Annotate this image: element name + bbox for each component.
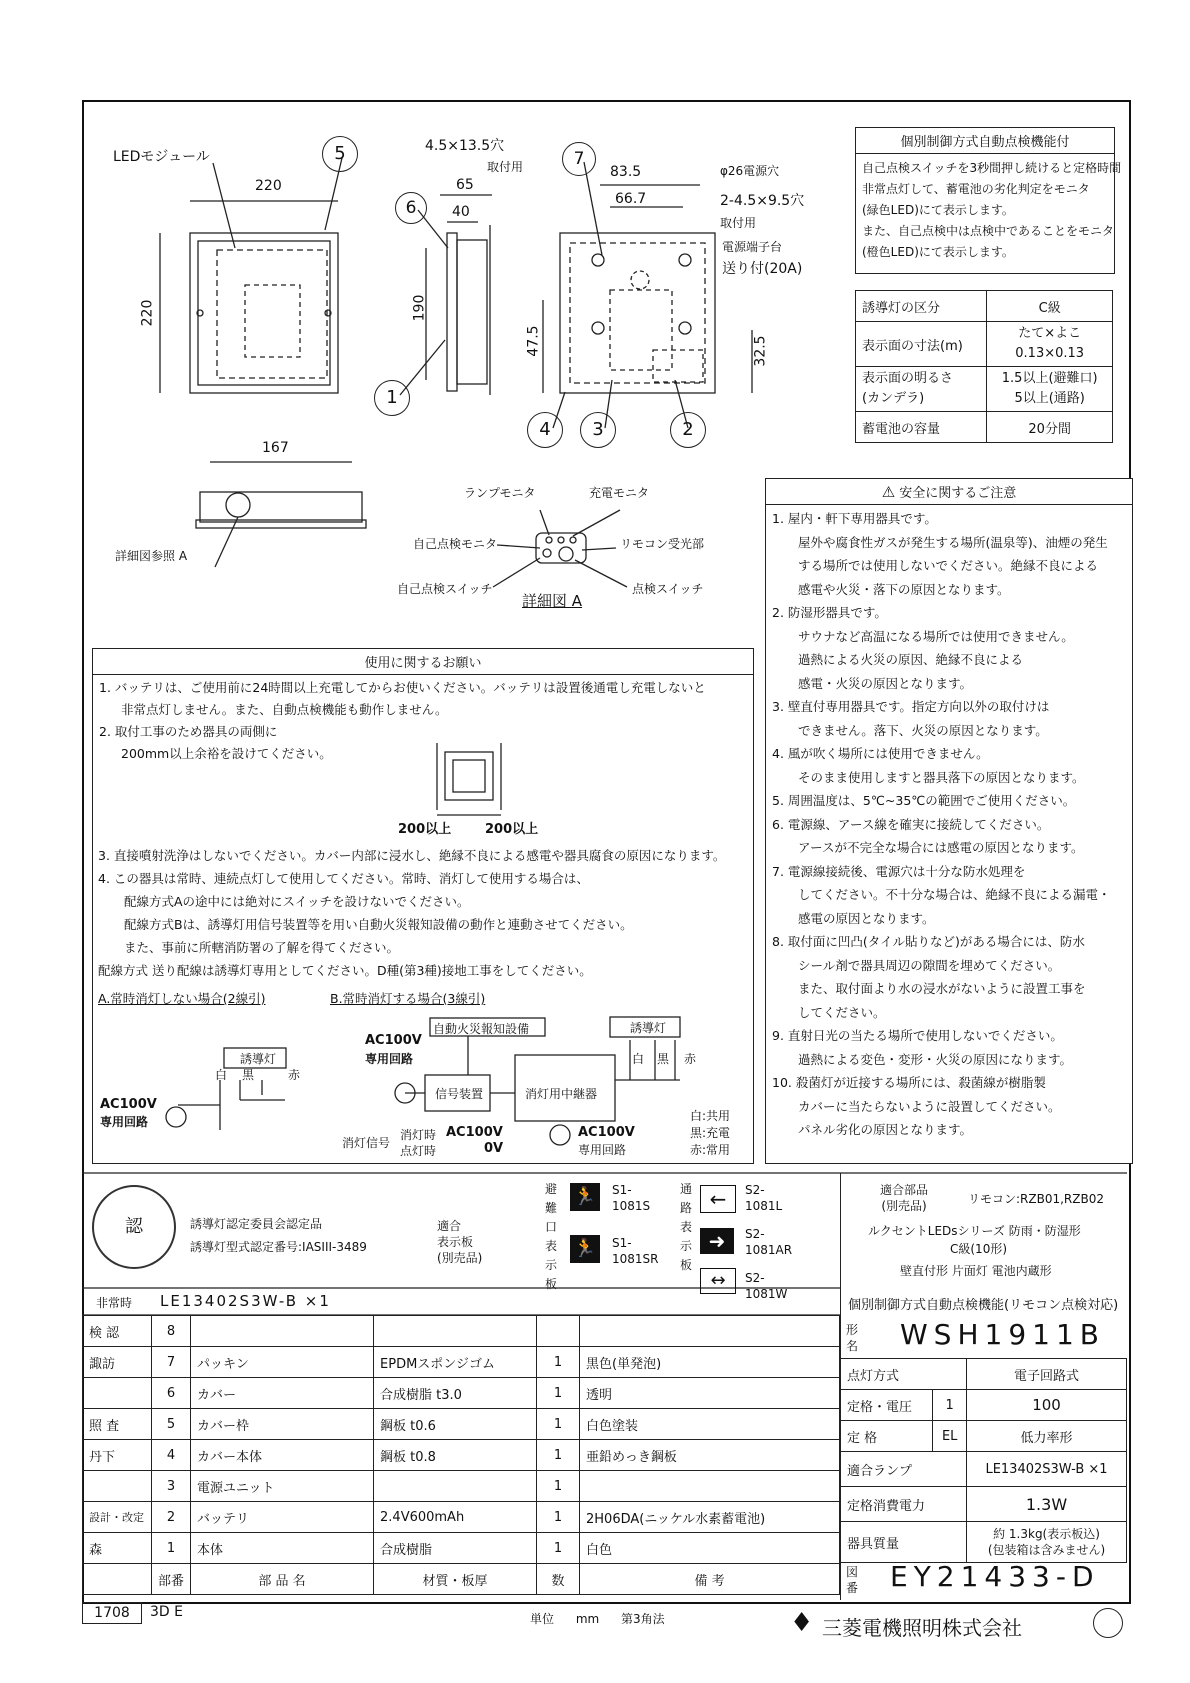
self-monitor-label: 自己点検モニタ	[413, 537, 498, 551]
role-cell: 設計・改定	[83, 1502, 152, 1533]
model-number: WSH1911B	[900, 1318, 1105, 1351]
callout-2: 2	[670, 412, 706, 448]
series-label: ルクセントLEDsシリーズ 防雨・防湿形	[868, 1224, 1081, 1238]
wa-ac: AC100V	[100, 1097, 157, 1112]
part-material: 鋼板 t0.8	[374, 1440, 537, 1471]
spec-value: 1.5以上(避難口) 5以上(通路)	[987, 367, 1113, 412]
remote-models: リモコン:RZB01,RZB02	[968, 1192, 1104, 1206]
safety-line: 感電や火災・落下の原因となります。	[798, 581, 1010, 597]
safety-line: そのまま使用しますと器具落下の原因となります。	[798, 769, 1085, 785]
part-qty: 1	[537, 1347, 580, 1378]
feature-title: 個別制御方式自動点検機能付	[856, 128, 1114, 154]
spec-value: LE13402S3W-B ×1	[967, 1452, 1127, 1487]
side-width-dim-1: 65	[456, 177, 474, 193]
feature-line: 非常点灯して、蓄電池の劣化判定をモニタ	[862, 182, 1090, 196]
hole2-sub-label: 取付用	[720, 216, 757, 230]
wb-on-time: 点灯時	[400, 1144, 437, 1158]
usage-lines-b	[98, 844, 725, 982]
usage-line: 1. バッテリは、ご使用前に24時間以上充電してからお使いください。バッテリは設置後通電し充電しないと	[99, 680, 706, 695]
safety-line: 4. 風が吹く場所には使用できません。	[772, 746, 989, 761]
electrical-spec-table	[840, 1358, 1127, 1563]
drawing-no-label: 図番	[846, 1565, 859, 1595]
wa-lamp: 誘導灯	[240, 1052, 277, 1066]
part-material	[374, 1316, 537, 1347]
sign-code: S2- 1081AR	[745, 1227, 793, 1257]
detail-ref-label: 詳細図参照 A	[115, 549, 188, 563]
spec-key: 適合ランプ	[841, 1452, 967, 1487]
wb-v1: AC100V	[446, 1125, 503, 1140]
spec-value: 約 1.3kg(表示板込) (包装箱は含みません)	[967, 1522, 1127, 1563]
safety-box	[765, 478, 1133, 1164]
unit-label: 単位 mm 第3角法	[530, 1612, 665, 1626]
safety-line: 7. 電源線接続後、電源穴は十分な防水処理を	[772, 863, 1026, 879]
part-name: バッテリ	[191, 1502, 374, 1533]
back-height-dim-2: 32.5	[752, 335, 769, 367]
spec-key: 定格・電圧	[841, 1390, 933, 1421]
cert-line-1: 誘導灯認定委員会認定品	[190, 1217, 323, 1231]
wa-white: 白	[215, 1068, 228, 1082]
back-height-dim-1: 47.5	[525, 325, 542, 357]
role-cell: 諏訪	[83, 1347, 152, 1378]
part-note	[580, 1471, 840, 1502]
safety-line: 過熱による変色・変形・火災の原因になります。	[798, 1051, 1073, 1067]
spec-value: 100	[967, 1390, 1127, 1421]
part-name: パッキン	[191, 1347, 374, 1378]
wb-circuit: 専用回路	[365, 1052, 414, 1066]
part-no: 2	[152, 1502, 191, 1533]
part-name: カバー	[191, 1378, 374, 1409]
part-qty: 1	[537, 1409, 580, 1440]
side-height-dim: 190	[411, 294, 428, 322]
wa-circuit: 専用回路	[100, 1115, 149, 1129]
cert-line-2: 誘導灯型式認定番号:IASIII-3489	[190, 1240, 367, 1254]
emergency-value: LE13402S3W-B ×1	[160, 1292, 331, 1310]
spec-value: 20分間	[987, 412, 1113, 443]
part-no: 4	[152, 1440, 191, 1471]
part-name: 本体	[191, 1533, 374, 1564]
callout-3: 3	[580, 412, 616, 448]
safety-line: 8. 取付面に凹凸(タイル貼りなど)がある場合には、防水	[772, 934, 1085, 949]
safety-line: アースが不完全な場合には感電の原因となります。	[798, 840, 1084, 855]
wb-fire-alarm: 自動火災報知設備	[433, 1022, 530, 1036]
usage-line: また、事前に所轄消防署の了解を得てください。	[124, 940, 400, 955]
callout-7: 7	[562, 142, 596, 176]
header-name: 部 品 名	[191, 1564, 374, 1595]
part-no: 7	[152, 1347, 191, 1378]
safety-line: また、取付面より水の浸水がないように設置工事を	[798, 981, 1086, 996]
lamp-monitor-label: ランプモニタ	[464, 486, 536, 500]
charge-monitor-label: 充電モニタ	[589, 486, 650, 500]
wb-v0: 0V	[484, 1141, 504, 1156]
feature-line: 自己点検スイッチを3秒間押し続けると定格時間	[862, 161, 1122, 175]
spec-key: 表示面の明るさ (カンデラ)	[856, 367, 987, 412]
role-cell: 照 査	[83, 1409, 152, 1440]
spec-key: 蓄電池の容量	[856, 412, 987, 443]
safety-line: 5. 周囲温度は、5℃~35℃の範囲でご使用ください。	[772, 793, 1076, 808]
hole1-label: 4.5×13.5穴	[425, 138, 505, 154]
safety-line: 9. 直射日光の当たる場所で使用しないでください。	[772, 1028, 1063, 1043]
wb-red: 赤	[684, 1052, 697, 1066]
parts-table	[82, 1315, 840, 1595]
evac-sign-icon-2: 🏃	[570, 1235, 600, 1263]
spec-value: たて×よこ 0.13×0.13	[987, 322, 1113, 367]
hole1-sub-label: 取付用	[487, 160, 524, 174]
safety-line: シール剤で器具周辺の隙間を埋めてください。	[798, 957, 1061, 973]
wb-off-time: 消灯時	[400, 1128, 437, 1142]
front-height-dim: 220	[139, 299, 156, 327]
path-label: 通路表示板	[680, 1182, 693, 1272]
safety-header	[766, 479, 1132, 505]
part-material: 2.4V600mAh	[374, 1502, 537, 1533]
part-note: 白色	[580, 1533, 840, 1564]
side-width-dim-2: 40	[452, 204, 470, 220]
part-note: 亜鉛めっき鋼板	[580, 1440, 840, 1471]
usage-line: 2. 取付工事のため器具の両側に	[99, 724, 278, 739]
callout-4: 4	[527, 412, 563, 448]
wb-ac2: AC100V	[578, 1125, 635, 1140]
legend-item: 赤:常用	[690, 1143, 731, 1157]
sign-code: S2- 1081L	[745, 1183, 783, 1213]
part-no: 3	[152, 1471, 191, 1502]
part-qty: 1	[537, 1440, 580, 1471]
wb-black: 黒	[657, 1052, 670, 1066]
role-cell: 検 認	[83, 1316, 152, 1347]
feature-line: また、自己点検中は点検中であることをモニタ	[862, 224, 1115, 238]
wb-legend	[690, 1108, 730, 1159]
hole2-label: 2-4.5×9.5穴	[720, 193, 805, 209]
detail-a-title: 詳細図 A	[522, 592, 583, 610]
wb-lamp: 誘導灯	[630, 1021, 667, 1035]
drawing-number: EY21433-D	[890, 1560, 1100, 1593]
wb-signal: 消灯信号	[342, 1136, 391, 1150]
part-qty: 1	[537, 1378, 580, 1409]
function-label: 個別制御方式自動点検機能(リモコン点検対応)	[848, 1298, 1119, 1313]
header-note: 備 考	[580, 1564, 840, 1595]
usage-line: 3. 直接噴射洗浄はしないでください。カバー内部に浸水し、絶縁不良による感電や器具腐食の原因になります。	[98, 848, 726, 863]
footer-3d: 3D E	[150, 1604, 183, 1620]
spec-value: C級	[987, 291, 1113, 322]
back-width-dim-1: 83.5	[610, 164, 642, 180]
safety-line: カバーに当たらないように設置してください。	[798, 1098, 1061, 1114]
footer-code: 1708	[82, 1602, 142, 1624]
terminal-label-2: 送り付(20A)	[722, 261, 803, 277]
role-cell	[83, 1471, 152, 1502]
clearance-left: 200以上	[398, 822, 452, 837]
parts-label: 適合部品 (別売品)	[880, 1183, 929, 1213]
spec-key: 点灯方式	[841, 1359, 967, 1390]
usage-line: 配線方式Bは、誘導灯用信号装置等を用い自動火災報知設備の動作と連動させてください。	[124, 917, 633, 932]
wb-white: 白	[632, 1052, 645, 1066]
part-material: EPDMスポンジゴム	[374, 1347, 537, 1378]
safety-line: 過熱による火災の原因、絶縁不良による	[798, 652, 1024, 667]
part-no: 8	[152, 1316, 191, 1347]
clearance-right: 200以上	[485, 822, 539, 837]
spec-key: 誘導灯の区分	[856, 291, 987, 322]
sign-code: S1- 1081SR	[612, 1236, 659, 1266]
usage-title: 使用に関するお願い	[93, 649, 753, 675]
spec-key: 器具質量	[841, 1522, 967, 1563]
terminal-label-1: 電源端子台	[722, 240, 783, 254]
part-name: カバー本体	[191, 1440, 374, 1471]
callout-1: 1	[374, 380, 410, 416]
safety-line: 感電の原因となります。	[798, 910, 935, 926]
bottom-width-dim: 167	[262, 440, 289, 456]
safety-line: 3. 壁直付専用器具です。指定方向以外の取付けは	[772, 699, 1050, 714]
mount-label: 壁直付形 片面灯 電池内蔵形	[900, 1264, 1052, 1278]
role-cell	[83, 1378, 152, 1409]
arrow-right-icon: ➜	[700, 1228, 734, 1254]
usage-line: 配線方式 送り配線は誘導灯専用としてください。D種(第3種)接地工事をしてください。	[98, 963, 592, 978]
remote-receiver-label: リモコン受光部	[620, 537, 705, 551]
safety-line: 6. 電源線、アース線を確実に接続してください。	[772, 816, 1050, 832]
part-note	[580, 1316, 840, 1347]
safety-line: 2. 防湿形器具です。	[772, 605, 887, 620]
warning-icon: ⚠	[881, 483, 896, 501]
feature-box	[855, 127, 1122, 274]
wb-relay: 消灯用中継器	[525, 1087, 598, 1101]
safety-list	[766, 505, 1132, 1144]
part-name: カバー枠	[191, 1409, 374, 1440]
safety-line: してください。	[798, 1004, 886, 1020]
header-no: 部番	[152, 1564, 191, 1595]
part-material: 合成樹脂 t3.0	[374, 1378, 537, 1409]
safety-line: 感電・火災の原因となります。	[798, 675, 973, 691]
feature-line: (緑色LED)にて表示します。	[862, 203, 1014, 217]
spec-key: 定格消費電力	[841, 1487, 967, 1522]
check-switch-label: 点検スイッチ	[632, 582, 704, 596]
part-no: 5	[152, 1409, 191, 1440]
usage-line: 配線方式Aの途中には絶対にスイッチを設けないでください。	[124, 894, 470, 909]
approval-circle	[1093, 1608, 1123, 1638]
usage-line: 4. この器具は常時、連続点灯して使用してください。常時、消灯して使用する場合は、	[98, 871, 589, 886]
safety-title: 安全に関するご注意	[899, 486, 1017, 501]
mitsubishi-logo-icon: ♦	[790, 1608, 814, 1638]
role-cell: 丹下	[83, 1440, 152, 1471]
part-material: 合成樹脂	[374, 1533, 537, 1564]
part-note: 黒色(単発泡)	[580, 1347, 840, 1378]
callout-5: 5	[322, 136, 358, 172]
safety-line: 屋外や腐食性ガスが発生する場所(温泉等)、油煙の発生	[798, 534, 1108, 550]
wa-red: 赤	[288, 1068, 301, 1082]
part-name: 電源ユニット	[191, 1471, 374, 1502]
part-qty: 1	[537, 1533, 580, 1564]
spec-mid: EL	[933, 1421, 967, 1452]
safety-line: する場所では使用しないでください。絶縁不良による	[798, 558, 1099, 573]
display-label: 適合 表示板 (別売品)	[437, 1219, 483, 1265]
sign-code: S2- 1081W	[745, 1271, 788, 1301]
feature-line: (橙色LED)にて表示します。	[862, 245, 1014, 259]
usage-line: 非常点灯しません。また、自動点検機能も動作しません。	[121, 702, 448, 717]
safety-line: してください。不十分な場合は、絶縁不良による漏電・	[798, 887, 1111, 902]
wb-circuit2: 専用回路	[578, 1143, 627, 1157]
arrow-both-icon: ↔	[700, 1268, 736, 1294]
part-note: 透明	[580, 1378, 840, 1409]
spec-table	[855, 290, 1113, 443]
usage-line: 200mm以上余裕を設けてください。	[121, 746, 332, 761]
emergency-label: 非常時	[96, 1296, 133, 1310]
callout-6: 6	[395, 192, 427, 224]
header-material: 材質・板厚	[374, 1564, 537, 1595]
legend-item: 白:共用	[690, 1109, 731, 1123]
company-name: 三菱電機照明株式会社	[822, 1616, 1022, 1640]
header-qty: 数	[537, 1564, 580, 1595]
spec-value: 1.3W	[967, 1487, 1127, 1522]
safety-line: できません。落下、火災の原因となります。	[798, 722, 1048, 738]
part-note: 2H06DA(ニッケル水素蓄電池)	[580, 1502, 840, 1533]
part-material	[374, 1471, 537, 1502]
class-label: C級(10形)	[950, 1242, 1008, 1256]
role-cell: 森	[83, 1533, 152, 1564]
wb-ac: AC100V	[365, 1033, 422, 1048]
part-qty: 1	[537, 1471, 580, 1502]
wiring-b-title: B.常時消灯する場合(3線引)	[330, 991, 486, 1006]
wb-signal-device: 信号装置	[435, 1087, 484, 1101]
part-no: 6	[152, 1378, 191, 1409]
spec-mid: 1	[933, 1390, 967, 1421]
safety-line: サウナなど高温になる場所では使用できません。	[798, 628, 1074, 644]
part-qty	[537, 1316, 580, 1347]
wa-black: 黒	[242, 1068, 255, 1082]
sign-code: S1- 1081S	[612, 1183, 651, 1213]
type-label: 形名	[846, 1323, 859, 1353]
self-switch-label: 自己点検スイッチ	[397, 582, 493, 596]
evac-label: 避難口表示板	[545, 1182, 558, 1291]
safety-line: パネル劣化の原因となります。	[798, 1122, 973, 1137]
legend-item: 黒:充電	[690, 1126, 731, 1140]
led-module-label: LEDモジュール	[113, 149, 210, 165]
part-name	[191, 1316, 374, 1347]
wiring-a-title: A.常時消灯しない場合(2線引)	[98, 991, 266, 1006]
spec-value: 電子回路式	[967, 1359, 1127, 1390]
part-qty: 1	[537, 1502, 580, 1533]
spec-value: 低力率形	[967, 1421, 1127, 1452]
part-material: 鋼板 t0.6	[374, 1409, 537, 1440]
safety-line: 1. 屋内・軒下専用器具です。	[772, 511, 937, 526]
safety-line: 10. 殺菌灯が近接する場所には、殺菌線が樹脂製	[772, 1075, 1046, 1090]
back-width-dim-2: 66.7	[615, 191, 647, 207]
power-hole-label: φ26電源穴	[720, 164, 780, 178]
spec-key: 表示面の寸法(m)	[856, 322, 987, 367]
spec-key: 定 格	[841, 1421, 933, 1452]
part-no: 1	[152, 1533, 191, 1564]
front-width-dim: 220	[255, 178, 282, 194]
cert-seal: 認	[92, 1185, 176, 1269]
part-note: 白色塗装	[580, 1409, 840, 1440]
arrow-left-icon: ←	[700, 1185, 736, 1213]
evac-sign-icon-1: 🏃	[570, 1183, 600, 1211]
